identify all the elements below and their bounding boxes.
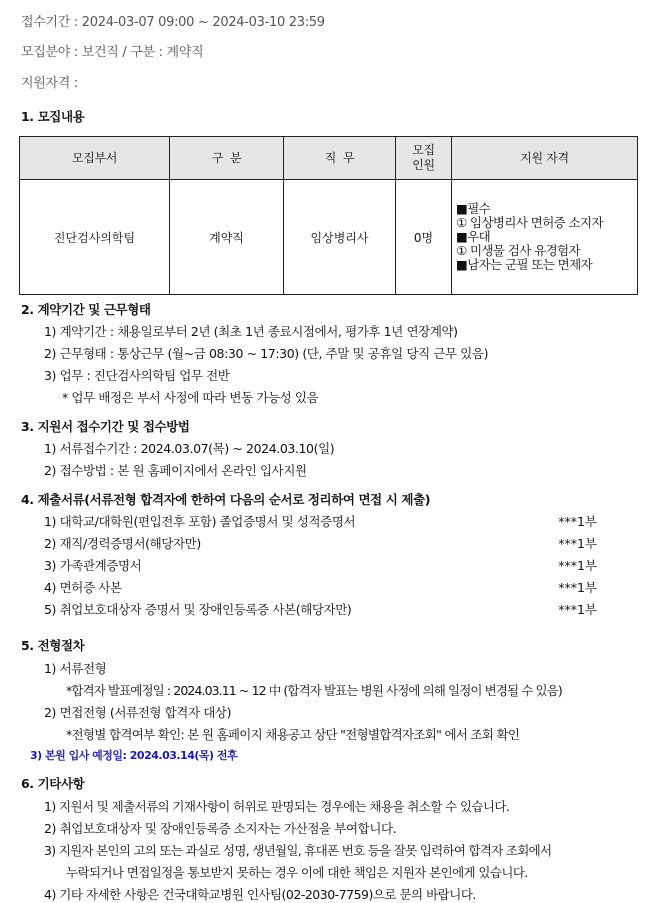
section-2-title: 2. 계약기간 및 근무형태	[21, 302, 151, 317]
doc-item-qty: ***1부	[558, 580, 597, 595]
doc-item-qty: ***1부	[558, 602, 597, 617]
doc-item-label: 3) 가족관계증명서	[44, 558, 142, 573]
expected-join-date: 3) 본원 입사 예정일: 2024.03.14(목) 전후	[30, 749, 238, 762]
qual-line: ■우대	[456, 229, 491, 244]
recruit-field: 모집분야 : 보건직 / 구분 : 계약직	[21, 45, 204, 60]
doc-item-label: 1) 대학교/대학원(편입전후 포함) 졸업증명서 및 성적증명서	[44, 514, 356, 529]
document-screening: 1) 서류전형	[44, 661, 107, 676]
qual-line: ① 미생물 검사 유경험자	[456, 243, 581, 258]
doc-item-label: 2) 재직/경력증명서(해당자만)	[44, 536, 201, 551]
header-job: 직 무	[284, 137, 396, 180]
application-period: 접수기간 : 2024-03-07 09:00 ~ 2024-03-10 23:59	[21, 15, 325, 30]
note-contact: 4) 기타 자세한 사항은 건국대학교병원 인사팀(02-2030-7759)으로 문의 바랍니다.	[44, 887, 476, 902]
duty-note: * 업무 배정은 부서 사정에 따라 변동 가능성 있음	[62, 390, 319, 405]
doc-item-qty: ***1부	[558, 514, 597, 529]
section-5-title: 5. 전형절차	[21, 638, 85, 653]
result-check-note: *전형별 합격여부 확인: 본 원 홈페이지 채용공고 상단 "전형별합격자조회" 에서 조회 확인	[66, 727, 520, 742]
qualification-label: 지원자격 :	[21, 76, 78, 91]
section-1-title: 1. 모집내용	[21, 109, 85, 124]
recruitment-table	[19, 136, 638, 295]
doc-item-qty: ***1부	[558, 536, 597, 551]
qual-line: ① 임상병리사 면허증 소지자	[456, 215, 603, 230]
result-announcement: *합격자 발표예정일 : 2024.03.11 ~ 12 中 (합격자 발표는 병원 사정에 의해 일정이 변경될 수 있음)	[66, 683, 562, 698]
note-responsibility: 3) 지원자 본인의 고의 또는 과실로 성명, 생년월일, 휴대폰 번호 등을 잘못 입력하여 합격자 조회에서	[44, 843, 552, 858]
header-type: 구 분	[170, 137, 284, 180]
qual-line: ■남자는 군필 또는 면제자	[456, 257, 593, 272]
table-header-row	[20, 137, 638, 180]
application-method: 2) 접수방법 : 본 원 홈페이지에서 온라인 입사지원	[44, 463, 307, 478]
header-count: 모집 인원	[396, 137, 452, 180]
header-qualification: 지원 자격	[452, 137, 638, 180]
contract-period: 1) 계약기간 : 채용일로부터 2년 (최초 1년 종료시점에서, 평가후 1년 연장계약)	[44, 324, 458, 339]
table-row	[20, 180, 638, 295]
cell-type: 계약직	[170, 180, 284, 295]
cell-count: 0명	[396, 180, 452, 295]
doc-item-qty: ***1부	[558, 558, 597, 573]
doc-item-label: 4) 면허증 사본	[44, 580, 122, 595]
cell-job: 임상병리사	[284, 180, 396, 295]
duty: 3) 업무 : 진단검사의학팀 업무 전반	[44, 368, 230, 383]
header-dept: 모집부서	[20, 137, 170, 180]
section-4-title: 4. 제출서류(서류전형 합격자에 한하여 다음의 순서로 정리하여 면접 시 제출)	[21, 492, 431, 507]
note-false-info: 1) 지원서 및 제출서류의 기재사항이 허위로 판명되는 경우에는 채용을 취소할 수 있습니다.	[44, 799, 510, 814]
doc-item-label: 5) 취업보호대상자 증명서 및 장애인등록증 사본(해당자만)	[44, 602, 352, 617]
work-type: 2) 근무형태 : 통상근무 (월~금 08:30 ~ 17:30) (단, 주말 및 공휴일 당직 근무 있음)	[44, 346, 489, 361]
section-3-title: 3. 지원서 접수기간 및 접수방법	[21, 419, 190, 434]
qual-line: ■필수	[456, 201, 491, 216]
interview-screening: 2) 면접전형 (서류전형 합격자 대상)	[44, 705, 232, 720]
document-period: 1) 서류접수기간 : 2024.03.07(목) ~ 2024.03.10(일)	[44, 441, 335, 456]
note-responsibility-cont: 누락되거나 면접일정을 통보받지 못하는 경우 이에 대한 책임은 지원자 본인에게 있습니다.	[66, 865, 528, 880]
section-6-title: 6. 기타사항	[21, 776, 85, 791]
cell-qualification	[452, 180, 638, 295]
note-bonus-points: 2) 취업보호대상자 및 장애인등록증 소지자는 가산점을 부여합니다.	[44, 821, 397, 836]
cell-dept: 진단검사의학팀	[20, 180, 170, 295]
